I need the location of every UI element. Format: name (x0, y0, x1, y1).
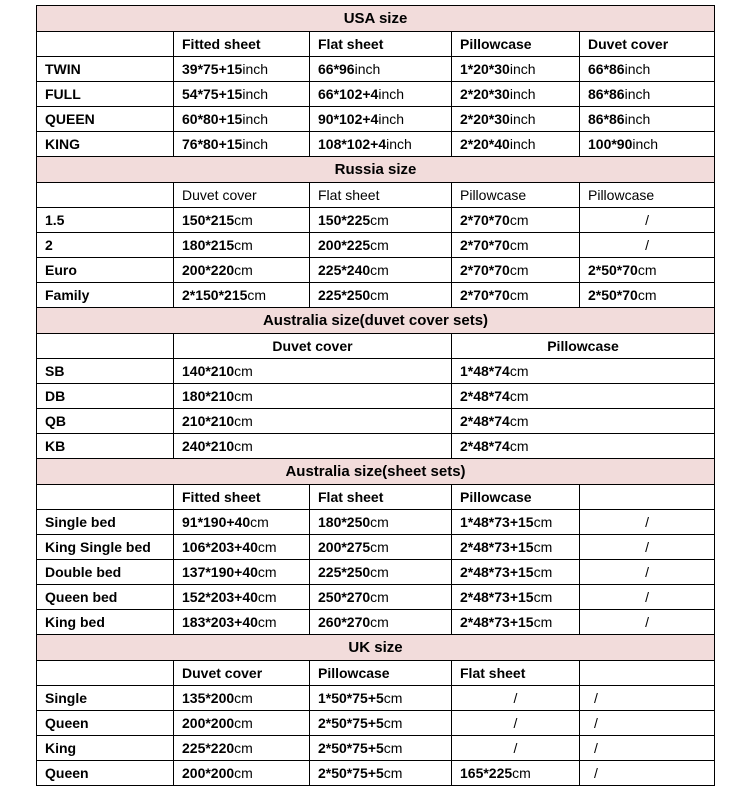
size-cell: 2*48*73+15cm (452, 535, 580, 560)
size-cell: 66*96inch (310, 57, 452, 82)
size-cell: 150*215cm (174, 208, 310, 233)
size-cell: 240*210cm (174, 434, 452, 459)
table-row (37, 57, 715, 82)
empty-corner-cell (37, 485, 174, 510)
size-cell: 137*190+40cm (174, 560, 310, 585)
size-cell: / (580, 208, 715, 233)
empty-corner-cell (37, 32, 174, 57)
size-cell: / (580, 233, 715, 258)
size-chart-body (37, 6, 715, 786)
column-header: Fitted sheet (174, 485, 310, 510)
size-cell: 2*50*75+5cm (310, 711, 452, 736)
size-cell: 66*86inch (580, 57, 715, 82)
size-cell: 91*190+40cm (174, 510, 310, 535)
row-label: QB (37, 409, 174, 434)
row-label: FULL (37, 82, 174, 107)
size-cell: 2*48*74cm (452, 409, 715, 434)
size-cell: 135*200cm (174, 686, 310, 711)
size-cell: 2*20*30inch (452, 82, 580, 107)
size-cell: 180*215cm (174, 233, 310, 258)
section-title-row (37, 6, 715, 32)
row-label: Queen bed (37, 585, 174, 610)
column-header-row (37, 661, 715, 686)
empty-corner-cell (580, 661, 715, 686)
table-row (37, 82, 715, 107)
section-title-row (37, 635, 715, 661)
column-header: Pillowcase (452, 183, 580, 208)
section-title-aus-sheet: Australia size(sheet sets) (37, 459, 715, 485)
table-row (37, 711, 715, 736)
size-cell: / (452, 711, 580, 736)
size-cell: 1*48*74cm (452, 359, 715, 384)
table-row (37, 359, 715, 384)
size-cell: 2*50*70cm (580, 283, 715, 308)
table-row (37, 510, 715, 535)
empty-corner-cell (580, 485, 715, 510)
row-label: KING (37, 132, 174, 157)
size-cell: / (580, 686, 715, 711)
column-header: Pillowcase (452, 485, 580, 510)
row-label: King Single bed (37, 535, 174, 560)
size-cell: 2*48*73+15cm (452, 585, 580, 610)
size-cell: 2*48*73+15cm (452, 560, 580, 585)
table-row (37, 610, 715, 635)
section-title-row (37, 308, 715, 334)
table-row (37, 409, 715, 434)
empty-corner-cell (37, 334, 174, 359)
size-cell: / (580, 761, 715, 786)
table-row (37, 560, 715, 585)
size-cell: / (580, 736, 715, 761)
size-cell: 108*102+4inch (310, 132, 452, 157)
size-cell: 225*250cm (310, 560, 452, 585)
row-label: Queen (37, 711, 174, 736)
size-cell: 100*90inch (580, 132, 715, 157)
column-header: Flat sheet (310, 32, 452, 57)
row-label: DB (37, 384, 174, 409)
size-cell: 86*86inch (580, 107, 715, 132)
column-header-row (37, 183, 715, 208)
section-title-row (37, 157, 715, 183)
size-cell: / (452, 736, 580, 761)
row-label: Family (37, 283, 174, 308)
size-cell: 200*200cm (174, 711, 310, 736)
table-row (37, 208, 715, 233)
table-row (37, 535, 715, 560)
size-cell: 2*50*75+5cm (310, 761, 452, 786)
row-label: Queen (37, 761, 174, 786)
column-header: Pillowcase (580, 183, 715, 208)
size-cell: / (580, 535, 715, 560)
row-label: Single bed (37, 510, 174, 535)
size-cell: 2*50*70cm (580, 258, 715, 283)
size-cell: 200*200cm (174, 761, 310, 786)
section-title-usa: USA size (37, 6, 715, 32)
column-header-row (37, 32, 715, 57)
size-cell: 165*225cm (452, 761, 580, 786)
size-cell: 66*102+4inch (310, 82, 452, 107)
size-cell: 183*203+40cm (174, 610, 310, 635)
section-title-aus-duvet: Australia size(duvet cover sets) (37, 308, 715, 334)
row-label: 1.5 (37, 208, 174, 233)
empty-corner-cell (37, 183, 174, 208)
table-row (37, 233, 715, 258)
size-cell: / (452, 686, 580, 711)
table-row (37, 434, 715, 459)
size-cell: 225*250cm (310, 283, 452, 308)
table-row (37, 686, 715, 711)
size-cell: 60*80+15inch (174, 107, 310, 132)
size-cell: 140*210cm (174, 359, 452, 384)
column-header: Duvet cover (580, 32, 715, 57)
size-cell: 2*20*40inch (452, 132, 580, 157)
size-cell: 150*225cm (310, 208, 452, 233)
size-cell: 225*240cm (310, 258, 452, 283)
size-cell: / (580, 510, 715, 535)
size-cell: 2*50*75+5cm (310, 736, 452, 761)
size-chart-table (36, 5, 715, 786)
size-cell: 1*20*30inch (452, 57, 580, 82)
empty-corner-cell (37, 661, 174, 686)
size-cell: 54*75+15inch (174, 82, 310, 107)
column-header: Flat sheet (310, 183, 452, 208)
size-cell: 152*203+40cm (174, 585, 310, 610)
row-label: Single (37, 686, 174, 711)
size-cell: 2*48*74cm (452, 384, 715, 409)
column-header: Flat sheet (452, 661, 580, 686)
column-header: Pillowcase (310, 661, 452, 686)
table-row (37, 283, 715, 308)
size-cell: 2*48*73+15cm (452, 610, 580, 635)
size-cell: 225*220cm (174, 736, 310, 761)
row-label: TWIN (37, 57, 174, 82)
size-cell: 200*225cm (310, 233, 452, 258)
row-label: 2 (37, 233, 174, 258)
size-cell: 260*270cm (310, 610, 452, 635)
row-label: King (37, 736, 174, 761)
size-cell: 200*220cm (174, 258, 310, 283)
size-cell: 2*20*30inch (452, 107, 580, 132)
size-cell: 2*70*70cm (452, 283, 580, 308)
size-cell: 39*75+15inch (174, 57, 310, 82)
size-cell: / (580, 610, 715, 635)
table-row (37, 258, 715, 283)
column-header-row (37, 334, 715, 359)
size-cell: 180*250cm (310, 510, 452, 535)
size-cell: 180*210cm (174, 384, 452, 409)
size-cell: 2*150*215cm (174, 283, 310, 308)
table-row (37, 761, 715, 786)
size-cell: 86*86inch (580, 82, 715, 107)
size-cell: 2*70*70cm (452, 233, 580, 258)
row-label: Euro (37, 258, 174, 283)
size-cell: 2*70*70cm (452, 258, 580, 283)
size-cell: / (580, 560, 715, 585)
size-cell: / (580, 711, 715, 736)
row-label: QUEEN (37, 107, 174, 132)
column-header: Pillowcase (452, 32, 580, 57)
table-row (37, 736, 715, 761)
size-cell: 250*270cm (310, 585, 452, 610)
table-row (37, 585, 715, 610)
column-header: Pillowcase (452, 334, 715, 359)
size-cell: 1*50*75+5cm (310, 686, 452, 711)
section-title-row (37, 459, 715, 485)
section-title-uk: UK size (37, 635, 715, 661)
row-label: King bed (37, 610, 174, 635)
size-cell: 200*275cm (310, 535, 452, 560)
size-cell: 1*48*73+15cm (452, 510, 580, 535)
table-row (37, 132, 715, 157)
column-header: Fitted sheet (174, 32, 310, 57)
row-label: SB (37, 359, 174, 384)
size-cell: 106*203+40cm (174, 535, 310, 560)
size-cell: 2*48*74cm (452, 434, 715, 459)
row-label: Double bed (37, 560, 174, 585)
table-row (37, 107, 715, 132)
column-header: Flat sheet (310, 485, 452, 510)
column-header: Duvet cover (174, 183, 310, 208)
table-row (37, 384, 715, 409)
size-cell: 2*70*70cm (452, 208, 580, 233)
size-cell: 90*102+4inch (310, 107, 452, 132)
size-cell: 76*80+15inch (174, 132, 310, 157)
column-header: Duvet cover (174, 334, 452, 359)
column-header: Duvet cover (174, 661, 310, 686)
size-cell: / (580, 585, 715, 610)
row-label: KB (37, 434, 174, 459)
size-cell: 210*210cm (174, 409, 452, 434)
section-title-russia: Russia size (37, 157, 715, 183)
column-header-row (37, 485, 715, 510)
